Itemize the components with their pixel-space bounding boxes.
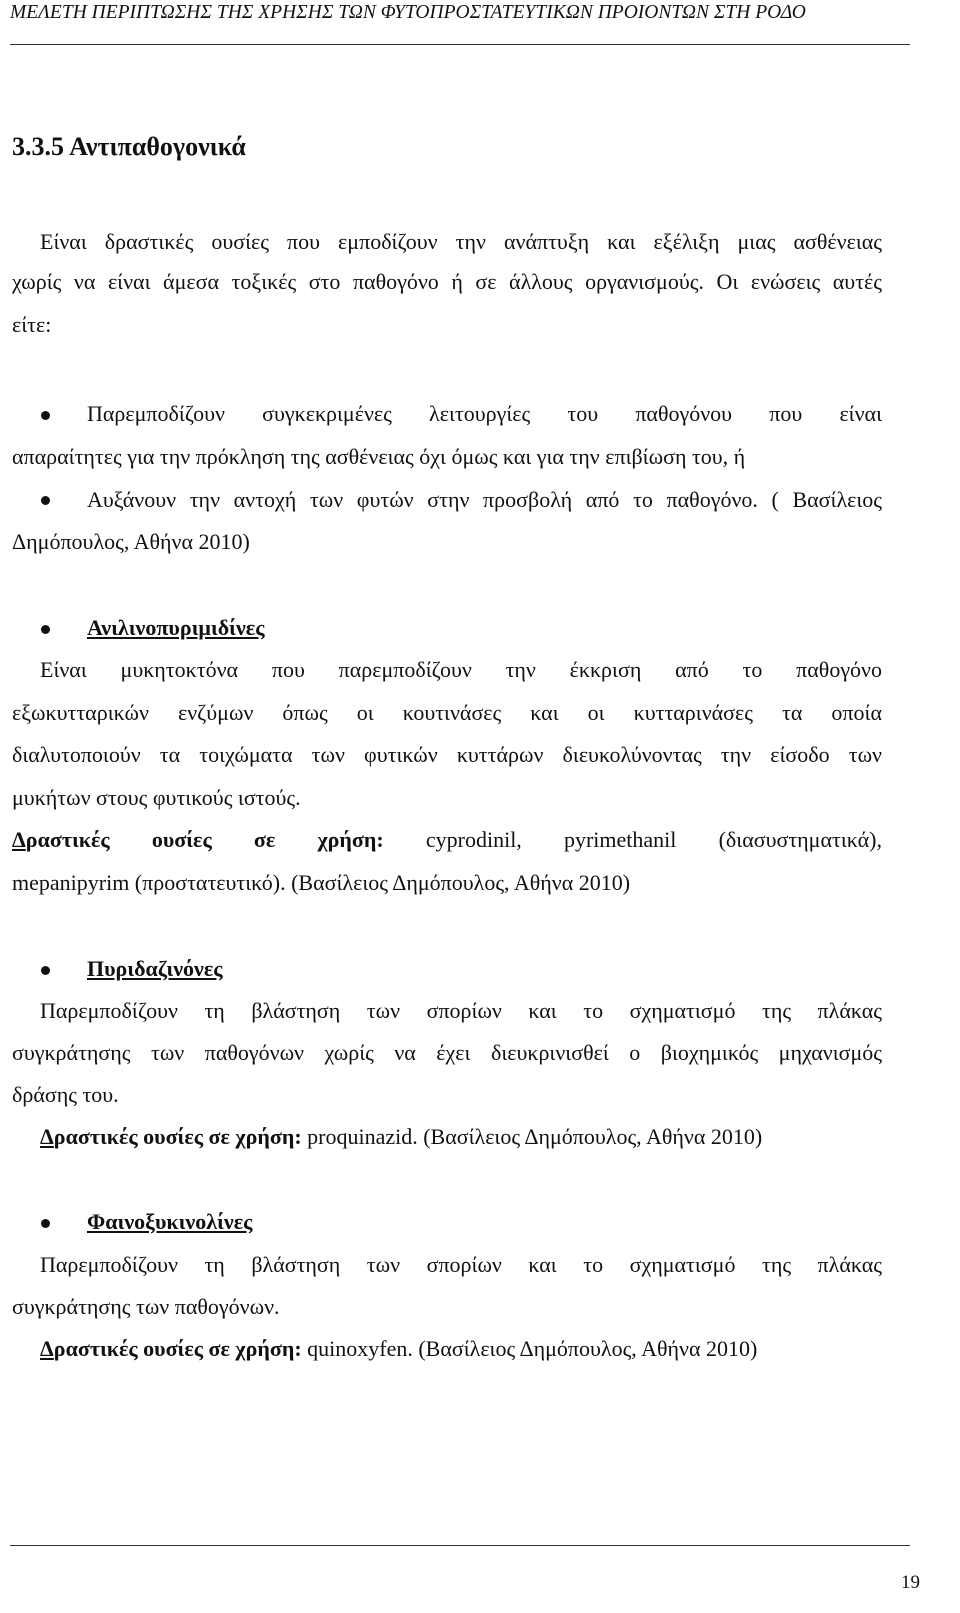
group-1-body-line-2: εξωκυτταρικών ενζύμων όπως οι κουτινάσες και οι κυτταρινάσες τα οποία xyxy=(12,700,882,725)
active-substances-label: Δραστικές ουσίες σε χρήση: xyxy=(12,827,384,852)
group-1-body-line-3: διαλυτοποιούν τα τοιχώματα των φυτικών κυττάρων διευκολύνοντας την είσοδο των xyxy=(12,742,882,767)
bullet-icon xyxy=(41,966,50,975)
active-substances-list: quinoxyfen. (Βασίλειος Δημόπουλος, Αθήνα 2010) xyxy=(307,1336,758,1361)
footer-divider xyxy=(10,1545,910,1546)
active-substances-label: Δραστικές ουσίες σε χρήση: xyxy=(40,1336,302,1361)
intro-line-1: Είναι δραστικές ουσίες που εμποδίζουν την ανάπτυξη και εξέλιξη μιας ασθένειας xyxy=(40,229,882,254)
page-number: 19 xyxy=(901,1572,920,1593)
bullet-1-line-1: Παρεμποδίζουν συγκεκριμένες λειτουργίες του παθογόνου που είναι xyxy=(87,401,882,426)
bullet-icon xyxy=(41,1219,50,1228)
group-3-active-line-1 xyxy=(40,1338,757,1360)
intro-line-3: είτε: xyxy=(12,312,52,337)
group-heading-phenoxyquinolines: Φαινοξυκινολίνες xyxy=(87,1209,253,1234)
intro-line-2: χωρίς να είναι άμεσα τοξικές στο παθογόνο ή σε άλλους οργανισμούς. Οι ενώσεις αυτές xyxy=(12,269,882,294)
bullet-icon xyxy=(41,496,50,505)
group-heading-anilinopyrimidines: Ανιλινοπυριμιδίνες xyxy=(87,615,265,640)
group-2-body-line-2: συγκράτησης των παθογόνων χωρίς να έχει διευκρινισθεί ο βιοχημικός μηχανισμός xyxy=(12,1040,882,1065)
group-2-body-line-1: Παρεμποδίζουν τη βλάστηση των σπορίων και το σχηματισμό της πλάκας xyxy=(40,998,882,1023)
group-2-body-line-3: δράσης του. xyxy=(12,1082,119,1107)
group-3-body-line-1: Παρεμποδίζουν τη βλάστηση των σπορίων και το σχηματισμό της πλάκας xyxy=(40,1252,882,1277)
header-divider xyxy=(10,44,910,45)
active-substances-label: Δραστικές ουσίες σε χρήση: xyxy=(40,1124,302,1149)
active-substances-list: proquinazid. (Βασίλειος Δημόπουλος, Αθήνα 2010) xyxy=(307,1124,763,1149)
section-title: 3.3.5 Αντιπαθογονικά xyxy=(12,132,246,161)
group-1-active-line-2: mepanipyrim (προστατευτικό). (Βασίλειος Δημόπουλος, Αθήνα 2010) xyxy=(12,870,631,895)
active-substances-list: cyprodinil, pyrimethanil (διασυστηματικά), xyxy=(425,827,883,852)
bullet-1-line-2: απαραίτητες για την πρόκληση της ασθένειας όχι όμως και για την επιβίωση του, ή xyxy=(12,444,746,469)
group-heading-pyridazinones: Πυριδαζινόνες xyxy=(87,956,223,981)
group-3-body-line-2: συγκράτησης των παθογόνων. xyxy=(12,1294,280,1319)
bullet-icon xyxy=(41,625,50,634)
bullet-2-line-2: Δημόπουλος, Αθήνα 2010) xyxy=(12,529,250,554)
group-1-body-line-1: Είναι μυκητοκτόνα που παρεμποδίζουν την έκκριση από το παθογόνο xyxy=(40,657,882,682)
bullet-icon xyxy=(41,411,50,420)
bullet-2-line-1: Αυξάνουν την αντοχή των φυτών στην προσβολή από το παθογόνο. ( Βασίλειος xyxy=(87,487,882,512)
group-1-body-line-4: μυκήτων στους φυτικούς ιστούς. xyxy=(12,785,301,810)
running-header: ΜΕΛΕΤΗ ΠΕΡΙΠΤΩΣΗΣ ΤΗΣ ΧΡΗΣΗΣ ΤΩΝ ΦΥΤΟΠΡΟΣΤΑΤΕΥΤΙΚΩΝ ΠΡΟΙΟΝΤΩΝ ΣΤΗ ΡΟΔΟ xyxy=(10,2,806,23)
group-1-active-line-1 xyxy=(12,829,882,851)
group-2-active-line-1 xyxy=(40,1126,762,1148)
